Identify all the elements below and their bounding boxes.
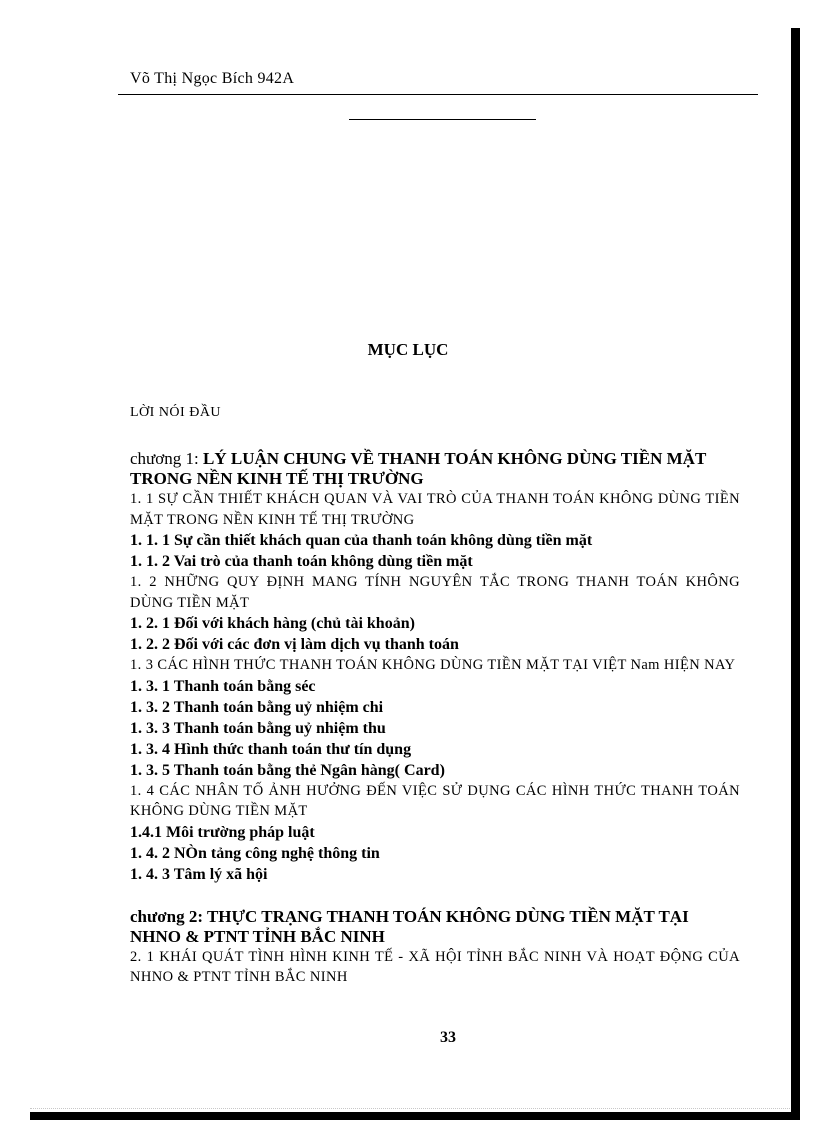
toc-subsection: 1. 2. 1 Đối với khách hàng (chủ tài khoản) xyxy=(130,615,415,632)
toc-subsection: 1. 4. 2 NÒn tảng công nghệ thông tin xyxy=(130,844,380,862)
header-short-rule xyxy=(349,119,536,120)
header-author: Võ Thị Ngọc Bích 942A xyxy=(130,70,295,87)
chapter-prefix: chương 1: xyxy=(130,449,203,468)
toc-chapter-1-entries xyxy=(130,489,740,885)
toc-section: 2. 1 KHÁI QUÁT TÌNH HÌNH KINH TẾ - XÃ HỘI TỈNH BẮC NINH VÀ HOẠT ĐỘNG CỦA NHNO & PTNT TỈNH BẮC NINH xyxy=(130,948,740,985)
toc-section: 1. 1 SỰ CẦN THIẾT KHÁCH QUAN VÀ VAI TRÒ CỦA THANH TOÁN KHÔNG DÙNG TIỀN MẶT TRONG NỀN KINH TẾ THỊ TRƯỜNG xyxy=(130,491,740,528)
chapter-title: THỰC TRẠNG THANH TOÁN KHÔNG DÙNG TIỀN MẶT TẠI NHNO & PTNT TỈNH BẮC NINH xyxy=(130,906,689,946)
toc-subsection: 1. 3. 4 Hình thức thanh toán thư tín dụng xyxy=(130,740,412,758)
toc-subsection: 1. 4. 3 Tâm lý xã hội xyxy=(130,865,268,883)
toc-subsection: 1. 2. 2 Đối với các đơn vị làm dịch vụ thanh toán xyxy=(130,636,459,653)
table-of-contents xyxy=(130,449,740,988)
toc-chapter-2 xyxy=(130,907,740,947)
toc-subsection: 1. 3. 3 Thanh toán bằng uỷ nhiệm thu xyxy=(130,719,386,737)
header-rule xyxy=(118,94,758,95)
toc-title: MỤC LỤC xyxy=(367,340,449,359)
toc-subsection: 1. 1. 1 Sự cần thiết khách quan của thanh toán không dùng tiền mặt xyxy=(130,532,593,549)
chapter-title: LÝ LUẬN CHUNG VỀ THANH TOÁN KHÔNG DÙNG TIỀN MẶT TRONG NỀN KINH TẾ THỊ TRƯỜNG xyxy=(130,449,706,488)
page-border-bottom xyxy=(30,1112,800,1120)
page-number: 33 xyxy=(440,1029,456,1046)
toc-subsection: 1. 3. 2 Thanh toán bằng uỷ nhiệm chi xyxy=(130,698,384,716)
toc-intro: LỜI NÓI ĐẦU xyxy=(130,405,222,420)
toc-subsection: 1. 3. 5 Thanh toán bằng thẻ Ngân hàng( Card) xyxy=(130,761,445,779)
toc-chapter-2-entries xyxy=(130,947,740,988)
toc-section: 1. 2 NHỮNG QUY ĐỊNH MANG TÍNH NGUYÊN TẮC TRONG THANH TOÁN KHÔNG DÙNG TIỀN MẶT xyxy=(130,574,740,611)
toc-section: 1. 3 CÁC HÌNH THỨC THANH TOÁN KHÔNG DÙNG TIỀN MẶT TẠI VIỆT Nam HIỆN NAY xyxy=(130,657,736,673)
toc-subsection: 1. 1. 2 Vai trò của thanh toán không dùng tiền mặt xyxy=(130,553,473,570)
toc-section: 1. 4 CÁC NHÂN TỐ ẢNH HƯỞNG ĐẾN VIỆC SỬ DỤNG CÁC HÌNH THỨC THANH TOÁN KHÔNG DÙNG TIỀN MẶT xyxy=(130,782,740,819)
toc-subsection: 1.4.1 Môi trường pháp luật xyxy=(130,823,315,841)
toc-subsection: 1. 3. 1 Thanh toán bằng séc xyxy=(130,677,316,695)
page-border-right xyxy=(791,28,800,1120)
toc-chapter-1 xyxy=(130,449,740,489)
chapter-prefix: chương 2: xyxy=(130,906,207,926)
page-bottom-dotted-line xyxy=(30,1108,790,1109)
